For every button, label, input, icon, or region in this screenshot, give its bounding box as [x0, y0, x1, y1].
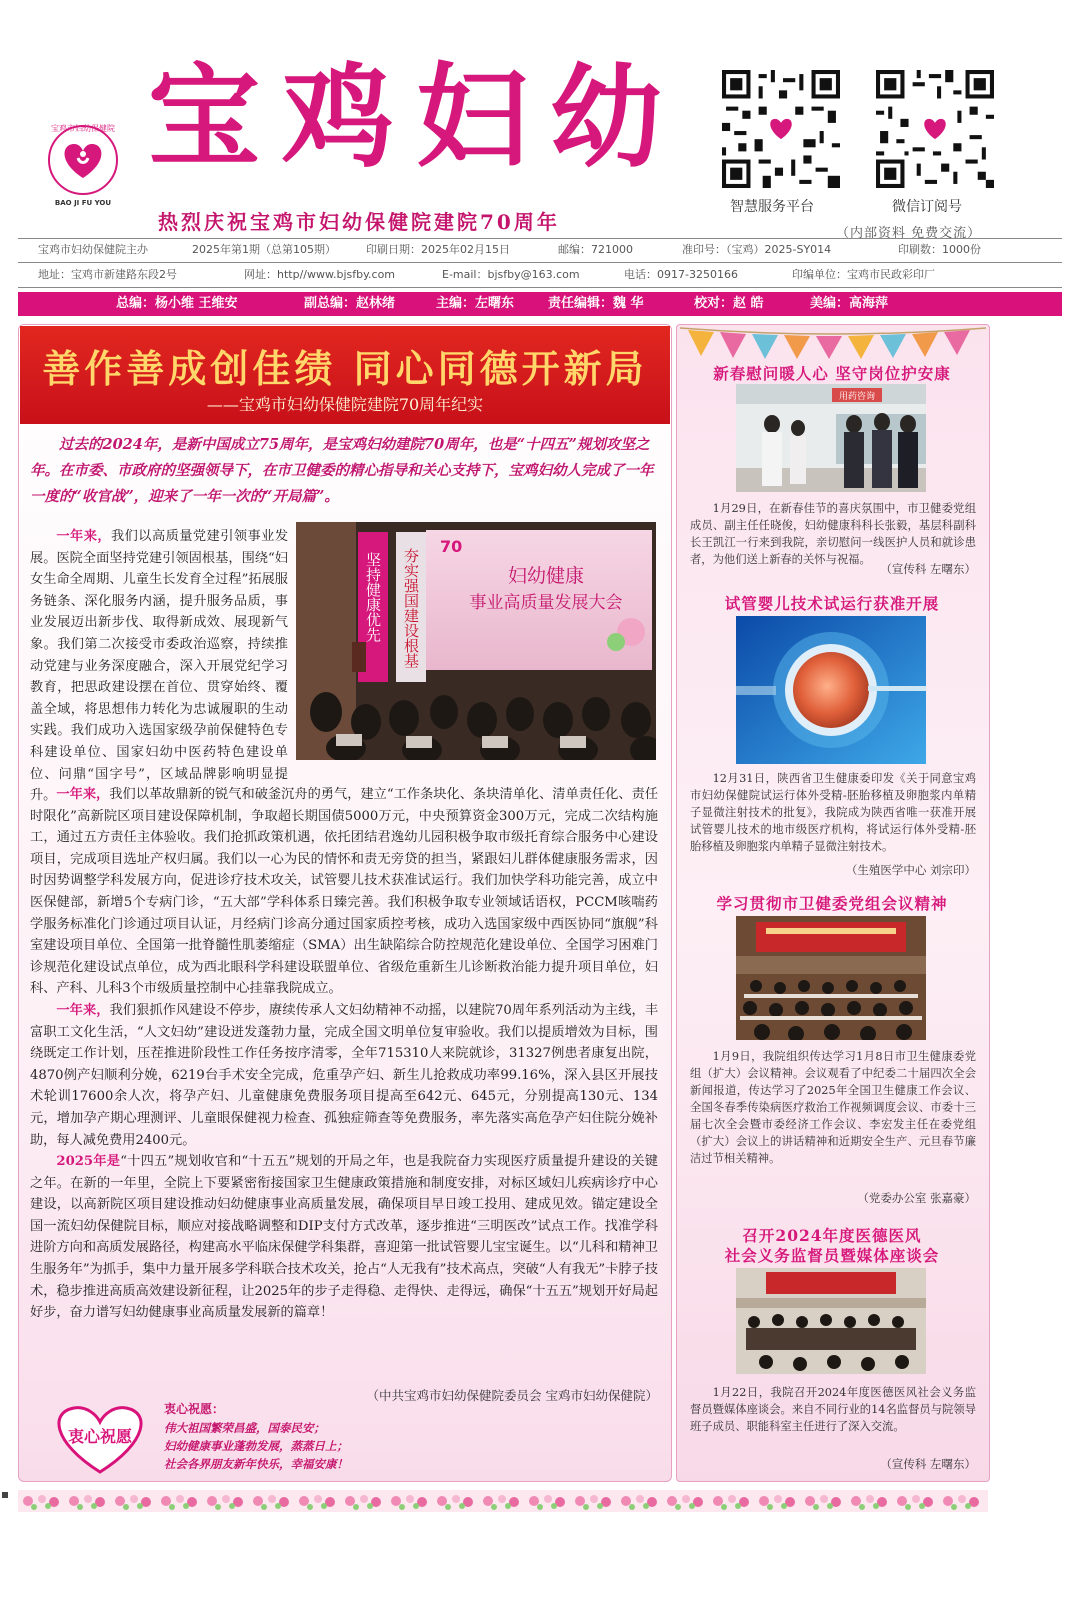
wish-line-2: 妇幼健康事业蓬勃发展，蒸蒸日上； — [164, 1439, 348, 1453]
hospital-logo — [38, 118, 128, 208]
main-article-signature: （中共宝鸡市妇幼保健院委员会 宝鸡市妇幼保健院） — [366, 1388, 658, 1403]
issue-number: 2025年第1期（总第105期） — [192, 243, 336, 256]
paragraph-4-lead: 2025年是 — [56, 1154, 121, 1170]
newspaper-title: 宝鸡妇幼 — [148, 52, 684, 183]
print-copies: 印刷数：1000份 — [898, 243, 981, 256]
email-link[interactable]: E-mail：bjsfby@163.com — [442, 268, 580, 281]
wish-badge-text: 衷心祝愿 — [67, 1427, 133, 1446]
print-permit: 准印号：（宝鸡）2025-SY014 — [682, 243, 832, 256]
svg-text:70: 70 — [440, 537, 463, 556]
paragraph-1-text: 我们以高质量党建引领事业发展。医院全面坚持党建引领固根基，围绕“妇女生命全周期、儿童生长发育全过程”拓展服务链条、深化服务内涵，提升服务品质，事业发展迈出新步伐、取得新成效、展现新气象。我们第二次接受市委政治巡察，持续推动党建与业务深度融合，深入开展党纪学习教育，把思政建设摆在首位、贯穿始终、覆盖全域，将思想伟力转化为忠诚履职的生动实践。我们成功入选国家级孕前保健特色专科建设单位、国家妇幼中医药特色建设单位、问鼎“国字号”，区域品牌影响明显提升。 — [30, 529, 289, 804]
printer: 印编单位：宝鸡市民政彩印厂 — [792, 268, 935, 281]
news-text-party-meeting: 1月9日，我院组织传达学习1月8日市卫生健康委党组（扩大）会议精神。会议观看了中纪委二十届四次全会新闻报道，传达学习了2025年全国卫生健康工作会议、全国冬春季传染病医疗救治工作视频调度会议、市委十三届七次全会暨市委经济工作会议、李宏发主任在委党组（扩大）会议上的讲话精神和近期安全生产、元旦春节廉洁过节相关精神。 — [690, 1050, 976, 1165]
festive-bunting — [680, 326, 986, 360]
paragraph-1-lead: 一年来， — [56, 529, 111, 544]
news-text-ivf: 12月31日，陕西省卫生健康委印发《关于同意宝鸡市妇幼保健院试运行体外受精-胚胎移植及卵胞浆内单精子显微注射技术的批复》，我院成为陕西省唯一获准开展试管婴儿技术的地市级医疗机构，将试运行体外受精-胚胎移植及卵胞浆内单精子显微注射技术。 — [690, 772, 976, 853]
article-paragraph-1 — [30, 526, 288, 807]
chief-editors: 总编：杨小维 王维安 — [116, 296, 238, 311]
editorial-staff-bar — [18, 292, 1062, 316]
ivf-microscopy-photo — [736, 616, 926, 764]
development-conference-photo — [296, 522, 656, 760]
phone: 电话：0917-3250166 — [624, 268, 738, 281]
news-signature-party-meeting: （党委办公室 张嘉豪） — [857, 1191, 976, 1205]
responsible-editor: 责任编辑：魏 华 — [548, 296, 644, 311]
flower-footer-border — [18, 1490, 988, 1512]
main-subheadline: ——宝鸡市妇幼保健院建院70周年纪实 — [206, 395, 484, 414]
paragraph-3-text: 我们狠抓作风建设不停步，赓续传承人文妇幼精神不动摇，以建院70周年系列活动为主线，丰富职工文化生活，“人文妇幼”建设迸发蓬勃力量，完成全国文明单位复审验收。我们以提质增效为目标，围绕既定工作计划，压茬推进阶段性工作任务按序清零，全年715310人来院就诊，31327例患者康复出院，4870例产妇顺利分娩，6219台手术安全完成，危重孕产妇、新生儿抢救成功率99.16%，深入县区开展技术轮训17600余人次，将孕产妇、儿童健康免费服务项目提高至642元、645元，分别提高130元、134元，增加孕产期心理测评、儿童眼保健视力检查、孤独症筛查等免费服务，率先落实高危孕产妇住院分娩补助，每人减免费用2400元。 — [30, 1002, 659, 1148]
website-link[interactable]: 网址：http//www.bjsfby.com — [244, 268, 396, 281]
news-heading-supervisor-meeting-2: 社会义务监督员暨媒体座谈会 — [724, 1246, 940, 1265]
news-signature-supervisor-meeting: （宣传科 左曙东） — [880, 1457, 976, 1471]
photo-vertical-slogan-2: 夯实强国建设根基 — [402, 548, 420, 668]
logo-pinyin: BAO JI FU YOU — [54, 199, 112, 207]
deputy-editor: 副总编：赵林绪 — [304, 296, 396, 311]
qr-code-wechat-account[interactable] — [876, 70, 994, 188]
contact-info-row — [18, 264, 1062, 286]
divider-mid — [18, 262, 1062, 263]
article-intro: 过去的2024年，是新中国成立75周年，是宝鸡妇幼建院70周年，也是“十四五”规划攻坚之年。在市委、市政府的坚强领导下，在市卫健委的精心指导和关心支持下，宝鸡妇幼人完成了一年一度的“收官战”，迎来了一年一次的“开局篇”。 — [30, 436, 654, 505]
qr-label-service-platform: 智慧服务平台 — [730, 199, 814, 215]
photo-vertical-slogan-1: 坚持健康优先 — [364, 552, 382, 642]
article-paragraph-4 — [30, 1151, 658, 1324]
qr-code-service-platform[interactable] — [722, 70, 840, 188]
photo-banner-line-1: 妇幼健康 — [507, 565, 585, 587]
article-paragraph-3 — [30, 1000, 658, 1151]
article-paragraph-2 — [30, 784, 658, 1000]
publication-info-row — [18, 239, 1062, 261]
news-text-supervisor-meeting: 1月22日，我院召开2024年度医德医风社会义务监督员暨媒体座谈会。来自不同行业的14名监督员与院领导班子成员、职能科室主任进行了深入交流。 — [690, 1386, 976, 1433]
qr-label-wechat: 微信订阅号 — [892, 199, 962, 215]
sponsor: 宝鸡市妇幼保健院主办 — [38, 243, 148, 256]
news-heading-new-year-visit: 新春慰问暖人心 坚守岗位护安康 — [713, 364, 951, 383]
wish-title: 衷心祝愿： — [164, 1402, 225, 1416]
logo-text: 宝鸡市妇幼保健院 — [51, 124, 115, 133]
news-signature-ivf: （生殖医学中心 刘宗印） — [845, 863, 976, 877]
main-headline: 善作善成创佳绩 同心同德开新局 — [42, 346, 648, 391]
supervisor-meeting-photo — [736, 1268, 926, 1374]
news-heading-ivf: 试管婴儿技术试运行获准开展 — [724, 594, 940, 613]
photo-sign-pharmacy: 用药咨询 — [838, 392, 876, 402]
celebration-slogan: 热烈庆祝宝鸡市妇幼保健院建院70周年 — [158, 210, 560, 234]
proofreader: 校对：赵 皓 — [694, 296, 764, 311]
divider-bottom — [18, 287, 1062, 288]
art-editor: 美编：高海萍 — [810, 296, 889, 311]
news-text-new-year-visit: 1月29日，在新春佳节的喜庆氛围中，市卫健委党组成员、副主任任晓俊，妇幼健康科科长张毅，基层科副科长王凯江一行来到我院，亲切慰问一线医护人员和就诊患者，为他们送上新春的关怀与祝福。 — [690, 502, 976, 566]
news-heading-supervisor-meeting-1: 召开2024年度医德医风 — [742, 1226, 922, 1245]
wish-line-1: 伟大祖国繁荣昌盛，国泰民安； — [164, 1421, 325, 1435]
internal-material-note: （内部资料 免费交流） — [836, 226, 982, 241]
new-year-visit-photo — [736, 384, 926, 492]
paragraph-3-lead: 一年来， — [56, 1002, 110, 1018]
paragraph-2-text: 我们以革故鼎新的锐气和破釜沉舟的勇气，建立“工作条块化、条块清单化、清单责任化、责任时限化”高新院区项目建设保障机制，争取超长期国债5000万元，中央预算资金300万元，完成二次结构施工，通过五方责任主体验收。我们抢抓政策机遇，依托团结君逸幼儿园积极争取市级托育综合服务中心建设项目，完成项目选址产权归属。我们以一心为民的情怀和责无旁贷的担当，紧跟妇儿群体健康服务需求，因时因势调整学科发展方向，促进诊疗技术攻关，试管婴儿技术获准试运行。我们加快学科功能完善，成立中医保健部，新增5个专病门诊，“五大部”学科体系日臻完善。我们积极争取专业领域话语权，PCCM咳喘药学服务标准化门诊通过项目认证，月经病门诊高分通过国家质控考核，成功入选国家级中西医协同“旗舰”科室建设项目单位、全国第一批脊髓性肌萎缩症（SMA）出生缺陷综合防控规范化建设单位、全国学习困难门诊规范化建设试点单位，成为西北眼科学科建设联盟单位、省级危重新生儿诊断救治能力提升项目单位，妇科、产科、儿科3个市级质量控制中心挂靠我院成立。 — [30, 787, 659, 997]
paragraph-2-lead: 一年来， — [56, 787, 110, 802]
photo-banner-line-2: 事业高质量发展大会 — [469, 593, 623, 613]
address: 地址：宝鸡市新建路东段2号 — [38, 268, 177, 281]
paragraph-4-text: “十四五”规划收官和“十五五”规划的开局之年，也是我院奋力实现医疗质量提升建设的关键之年。在新的一年里，全院上下要紧密衔接国家卫生健康政策措施和制度安排，对标区域妇儿疾病诊疗中心建设，以高新院区项目建设推动妇幼健康事业高质量发展，确保项目早日竣工投用、建成见效。锚定建设全国一流妇幼保健院目标，顺应对接战略调整和DIP支付方式改革，逐步推进“三明医改”试点工作。找准学科进阶方向和高质发展路径，构建高水平临床保健学科集群，喜迎第一批试管婴儿宝宝诞生。以“儿科和精神卫生服务年”为抓手，集中力量开展多学科联合技术攻关，抢占“人无我有”技术高点，突破“人有我无”卡脖子技术，稳步推进高质高效建设新征程，让2025年的步子走得稳、走得快、走得远，确保“十五五”规划开好局起好步，奋力谱写妇幼健康事业高质量发展新的篇章！ — [30, 1154, 658, 1321]
print-date: 印刷日期：2025年02月15日 — [366, 243, 510, 256]
wish-line-3: 社会各界朋友新年快乐，幸福安康！ — [164, 1457, 348, 1471]
postcode: 邮编：721000 — [558, 243, 633, 256]
news-signature-new-year-visit: （宣传科 左曙东） — [880, 562, 976, 576]
article-body-continued — [30, 784, 658, 1324]
news-heading-party-meeting: 学习贯彻市卫健委党组会议精神 — [716, 894, 948, 913]
editor: 主编：左曙东 — [436, 296, 515, 311]
margin-mark — [2, 1492, 8, 1498]
main-headline-banner — [20, 326, 670, 424]
party-meeting-photo — [736, 916, 926, 1040]
